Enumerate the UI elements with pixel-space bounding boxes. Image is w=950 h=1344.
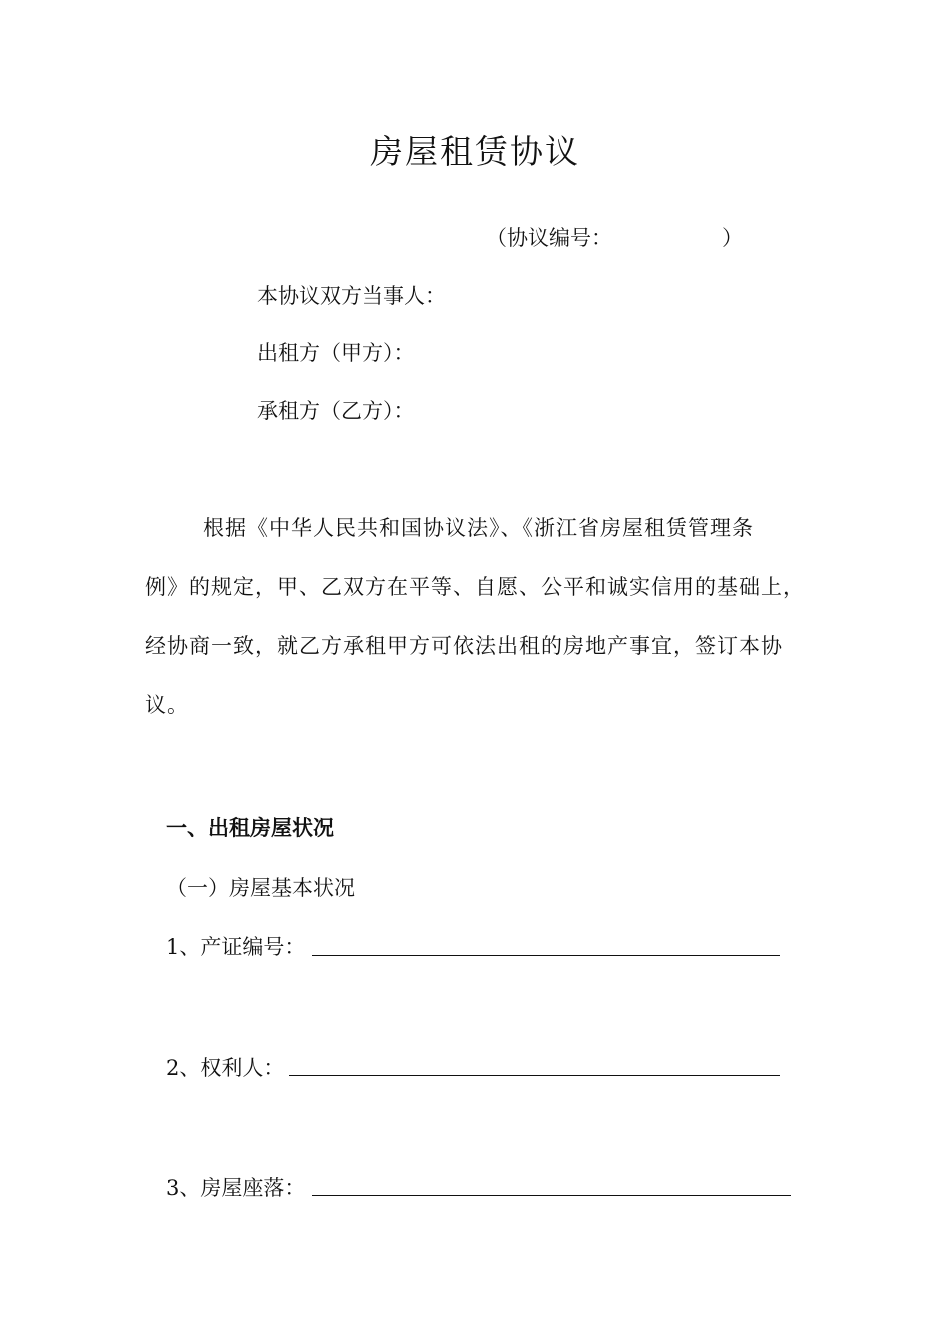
field-certificate-no-blank[interactable] bbox=[312, 955, 780, 956]
parties-intro: 本协议双方当事人： bbox=[257, 284, 446, 308]
field-owner-label: 2、权利人： bbox=[166, 1056, 285, 1080]
section-1-heading: 一、出租房屋状况 bbox=[166, 816, 334, 840]
preamble-line-1: 根据《中华人民共和国协议法》、《浙江省房屋租赁管理条 bbox=[203, 516, 754, 540]
agreement-number bbox=[486, 222, 743, 252]
preamble-line-2: 例》的规定，甲、乙双方在平等、自愿、公平和诚实信用的基础上， bbox=[145, 575, 805, 599]
preamble-line-4: 议。 bbox=[145, 693, 189, 717]
subsection-1-heading: （一）房屋基本状况 bbox=[166, 876, 355, 900]
document-title: 房屋租赁协议 bbox=[370, 132, 580, 171]
agreement-number-close: ） bbox=[722, 226, 743, 250]
field-certificate-no-label: 1、产证编号： bbox=[166, 935, 306, 959]
field-location-blank[interactable] bbox=[312, 1195, 791, 1196]
lessor-label: 出租方（甲方）： bbox=[257, 341, 415, 365]
field-owner-blank[interactable] bbox=[289, 1075, 780, 1076]
agreement-number-label: （协议编号： bbox=[486, 226, 612, 250]
preamble-line-3: 经协商一致，就乙方承租甲方可依法出租的房地产事宜，签订本协 bbox=[145, 634, 783, 658]
field-location-label: 3、房屋座落： bbox=[166, 1176, 306, 1200]
lessee-label: 承租方（乙方）： bbox=[257, 399, 415, 423]
